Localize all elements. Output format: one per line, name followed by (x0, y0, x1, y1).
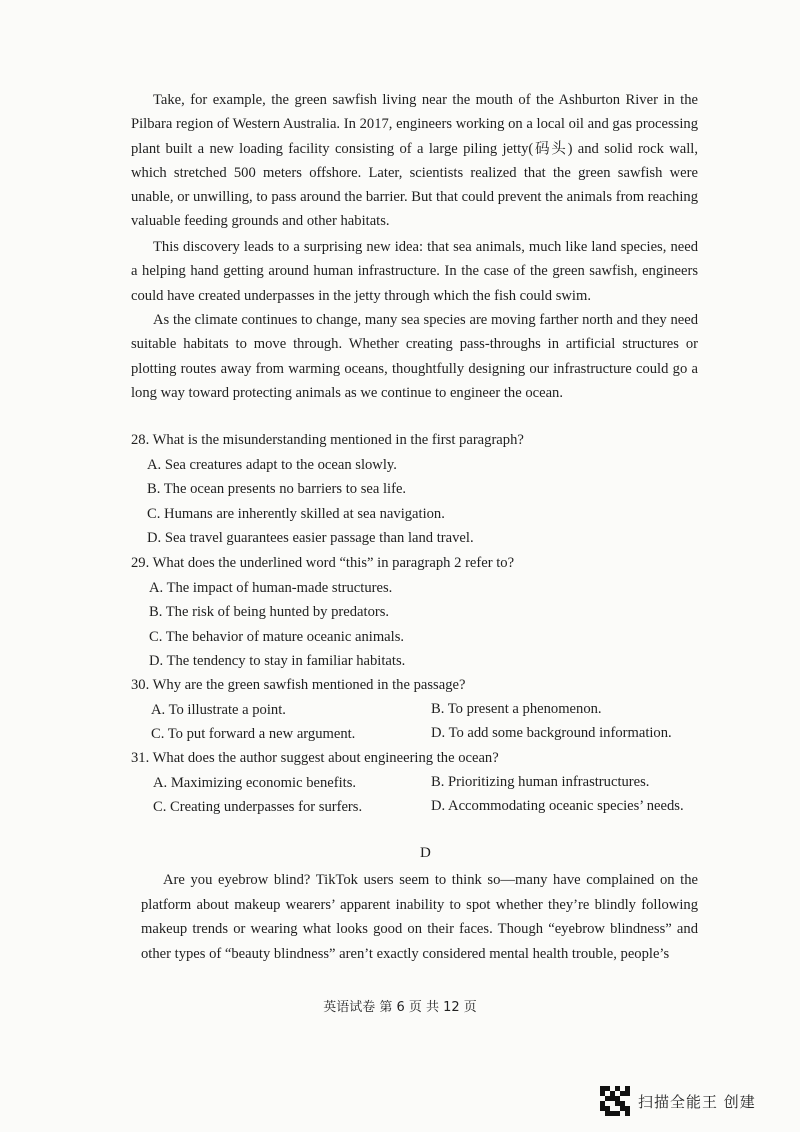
scanner-watermark (600, 1086, 756, 1116)
page-footer: 英语试卷 第 6 页 共 12 页 (323, 1000, 477, 1015)
option-a: A. Sea creatures adapt to the ocean slowly. (147, 457, 397, 473)
option-b: B. To present a phenomenon. (431, 701, 602, 717)
option-c: C. To put forward a new argument. (151, 726, 356, 742)
passage-c-paragraph-3: As the climate continues to change, many sea species are moving farther north and they need suitable habitats to move through. Whether creating pass-throughs in artificial structures or plotting routes away from warming oceans, thoughtfully designing our infrastructure could go a long way toward protecting animals as we continue to engineer the ocean. (131, 312, 698, 401)
option-b: B. The risk of being hunted by predators. (149, 604, 390, 620)
passage-c-paragraph-2: This discovery leads to a surprising new idea: that sea animals, much like land species, need a helping hand getting around human infrastructure. In the case of the green sawfish, engineers could have created underpasses in the jetty through which the fish could swim. (131, 239, 698, 304)
option-c: C. Humans are inherently skilled at sea navigation. (147, 506, 445, 522)
scanner-watermark-text: 扫描全能王 创建 (638, 1092, 756, 1111)
option-d: D. Sea travel guarantees easier passage than land travel. (147, 530, 474, 546)
question-stem: 29. What does the underlined word “this” in paragraph 2 refer to? (131, 555, 515, 571)
option-d: D. The tendency to stay in familiar habitats. (149, 653, 406, 669)
option-b: B. The ocean presents no barriers to sea life. (147, 481, 407, 497)
option-a: A. Maximizing economic benefits. (153, 775, 357, 791)
option-c: C. Creating underpasses for surfers. (153, 799, 363, 815)
option-d: D. To add some background information. (431, 725, 672, 741)
section-heading-d: D (420, 845, 431, 861)
question-stem: 28. What is the misunderstanding mentioned in the first paragraph? (131, 432, 524, 448)
qr-code-icon (600, 1086, 630, 1116)
option-b: B. Prioritizing human infrastructures. (431, 774, 650, 790)
option-a: A. To illustrate a point. (151, 702, 286, 718)
option-d: D. Accommodating oceanic species’ needs. (431, 798, 684, 814)
question-stem: 31. What does the author suggest about engineering the ocean? (131, 750, 499, 766)
passage-c-paragraph-1: Take, for example, the green sawfish living near the mouth of the Ashburton River in the Pilbara region of Western Australia. In 2017, engineers working on a local oil and gas processing plant built a new loading facility consisting of a large piling jetty(码头) and solid rock wall, which stretched 500 meters offshore. Later, scientists realized that the green sawfish were unable, or unwilling, to pass around the barrier. But that could prevent the animals from reaching valuable feeding grounds and other habitats. (131, 92, 698, 230)
passage-d-paragraph-1: Are you eyebrow blind? TikTok users seem to think so—many have complained on the platform about makeup wearers’ apparent inability to spot whether they’re blindly following makeup trends or wearing what looks good on their faces. Though “eyebrow blindness” and other types of “beauty blindness” aren’t exactly considered mental health trouble, people’s (141, 872, 698, 962)
question-stem: 30. Why are the green sawfish mentioned in the passage? (131, 677, 466, 693)
option-a: A. The impact of human-made structures. (149, 580, 393, 596)
option-c: C. The behavior of mature oceanic animals. (149, 629, 405, 645)
